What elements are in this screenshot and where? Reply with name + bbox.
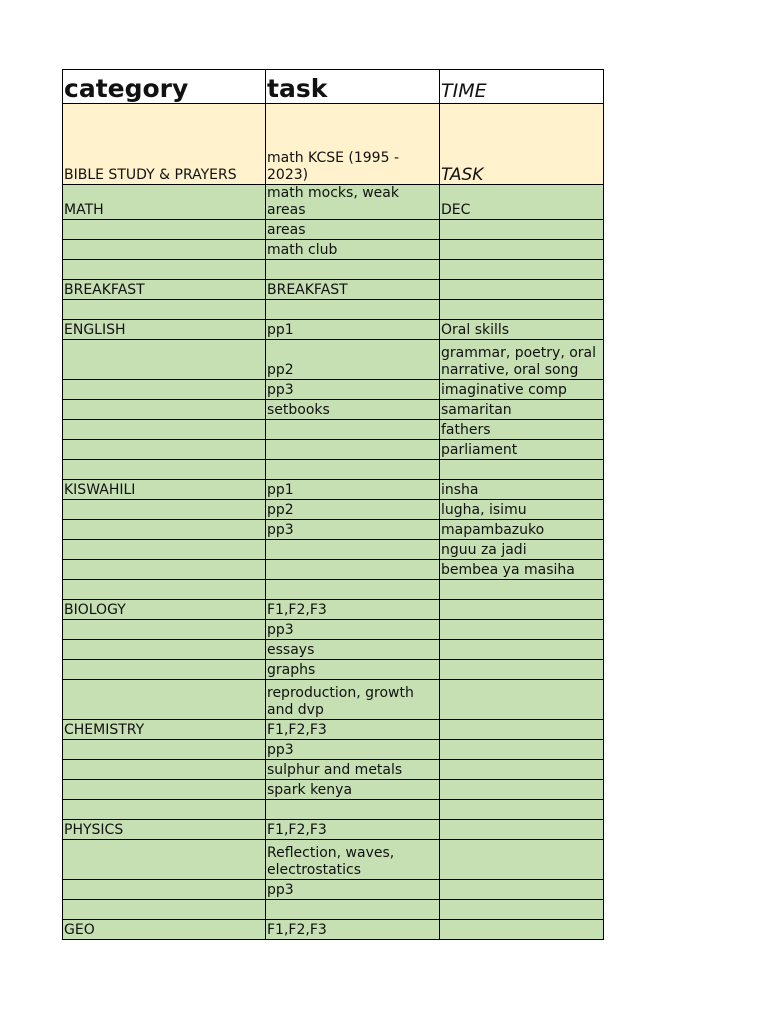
table-row — [63, 800, 604, 820]
cell-task[interactable] — [266, 560, 440, 580]
cell-time[interactable] — [440, 900, 604, 920]
cell-time[interactable] — [440, 460, 604, 480]
table-row — [63, 760, 604, 780]
cell-time[interactable] — [440, 880, 604, 900]
cell-task[interactable]: pp2 — [266, 500, 440, 520]
cell-time[interactable] — [440, 220, 604, 240]
cell-time[interactable] — [440, 600, 604, 620]
table-row — [63, 185, 604, 220]
cell-time[interactable]: fathers — [440, 420, 604, 440]
cell-task[interactable] — [266, 420, 440, 440]
cell-time[interactable]: insha — [440, 480, 604, 500]
cell-category[interactable] — [63, 660, 266, 680]
cell-category[interactable]: MATH — [63, 185, 266, 220]
cell-time[interactable] — [440, 840, 604, 880]
cell-category[interactable] — [63, 780, 266, 800]
cell-task[interactable]: F1,F2,F3 — [266, 920, 440, 940]
cell-task[interactable]: pp2 — [266, 340, 440, 380]
cell-time[interactable]: mapambazuko — [440, 520, 604, 540]
table-row — [63, 260, 604, 280]
cell-task[interactable]: areas — [266, 220, 440, 240]
cell-category[interactable] — [63, 580, 266, 600]
cell-time[interactable] — [440, 760, 604, 780]
cell-task[interactable]: pp3 — [266, 380, 440, 400]
cell-task[interactable] — [266, 260, 440, 280]
table-row — [63, 540, 604, 560]
table-row — [63, 900, 604, 920]
cell-category[interactable] — [63, 460, 266, 480]
table-row — [63, 600, 604, 620]
cell-time[interactable] — [440, 920, 604, 940]
cell-task[interactable]: pp3 — [266, 520, 440, 540]
cell-time[interactable]: lugha, isimu — [440, 500, 604, 520]
cell-category[interactable]: BIOLOGY — [63, 600, 266, 620]
table-row — [63, 440, 604, 460]
cell-task[interactable] — [266, 900, 440, 920]
cell-time[interactable]: grammar, poetry, oral narrative, oral song — [440, 340, 604, 380]
table-row — [63, 720, 604, 740]
cell-task[interactable] — [266, 300, 440, 320]
cell-task[interactable] — [266, 460, 440, 480]
table-row — [63, 920, 604, 940]
cell-task[interactable] — [266, 540, 440, 560]
table-row — [63, 620, 604, 640]
cell-category[interactable] — [63, 440, 266, 460]
cell-category[interactable] — [63, 800, 266, 820]
cell-time[interactable] — [440, 820, 604, 840]
cell-time[interactable]: DEC — [440, 185, 604, 220]
cell-category[interactable] — [63, 420, 266, 440]
table-row — [63, 840, 604, 880]
cell-category[interactable] — [63, 740, 266, 760]
table-row — [63, 780, 604, 800]
header-time[interactable]: TIME — [440, 70, 604, 104]
cell-task[interactable]: sulphur and metals — [266, 760, 440, 780]
cell-time[interactable] — [440, 780, 604, 800]
table-row — [63, 500, 604, 520]
cell-category[interactable] — [63, 380, 266, 400]
cell-category[interactable] — [63, 520, 266, 540]
cell-task[interactable]: pp3 — [266, 880, 440, 900]
cell-time[interactable]: samaritan — [440, 400, 604, 420]
subheader-row — [63, 104, 604, 185]
cell-task[interactable]: Reflection, waves, electrostatics — [266, 840, 440, 880]
cell-category[interactable]: KISWAHILI — [63, 480, 266, 500]
cell-task[interactable]: reproduction, growth and dvp — [266, 680, 440, 720]
subheader-category[interactable]: BIBLE STUDY & PRAYERS — [63, 104, 266, 185]
header-row — [63, 70, 604, 104]
table-row — [63, 520, 604, 540]
cell-task[interactable]: graphs — [266, 660, 440, 680]
cell-time[interactable] — [440, 280, 604, 300]
cell-task[interactable]: setbooks — [266, 400, 440, 420]
table-row — [63, 280, 604, 300]
cell-category[interactable]: PHYSICS — [63, 820, 266, 840]
cell-time[interactable]: bembea ya masiha — [440, 560, 604, 580]
cell-task[interactable]: F1,F2,F3 — [266, 720, 440, 740]
table-row — [63, 740, 604, 760]
cell-task[interactable]: pp3 — [266, 740, 440, 760]
cell-task[interactable]: F1,F2,F3 — [266, 600, 440, 620]
cell-category[interactable] — [63, 560, 266, 580]
cell-time[interactable]: Oral skills — [440, 320, 604, 340]
cell-time[interactable] — [440, 580, 604, 600]
cell-category[interactable] — [63, 840, 266, 880]
table-row — [63, 640, 604, 660]
cell-category[interactable] — [63, 260, 266, 280]
cell-category[interactable] — [63, 640, 266, 660]
table-row — [63, 240, 604, 260]
table-row — [63, 660, 604, 680]
cell-task[interactable]: spark kenya — [266, 780, 440, 800]
cell-time[interactable]: parliament — [440, 440, 604, 460]
cell-time[interactable] — [440, 620, 604, 640]
cell-task[interactable]: F1,F2,F3 — [266, 820, 440, 840]
cell-category[interactable]: ENGLISH — [63, 320, 266, 340]
cell-task[interactable]: essays — [266, 640, 440, 660]
cell-category[interactable]: GEO — [63, 920, 266, 940]
cell-time[interactable]: nguu za jadi — [440, 540, 604, 560]
table-row — [63, 340, 604, 380]
table-row — [63, 300, 604, 320]
table-row — [63, 820, 604, 840]
table-row — [63, 400, 604, 420]
header-category[interactable]: category — [63, 70, 266, 104]
cell-task[interactable]: math mocks, weak areas — [266, 185, 440, 220]
cell-task[interactable] — [266, 800, 440, 820]
cell-time[interactable] — [440, 800, 604, 820]
cell-time[interactable] — [440, 680, 604, 720]
table-row — [63, 680, 604, 720]
table-row — [63, 580, 604, 600]
cell-category[interactable] — [63, 880, 266, 900]
cell-category[interactable]: BREAKFAST — [63, 280, 266, 300]
cell-time[interactable] — [440, 640, 604, 660]
header-task[interactable]: task — [266, 70, 440, 104]
cell-task[interactable]: pp3 — [266, 620, 440, 640]
table-row — [63, 380, 604, 400]
cell-category[interactable] — [63, 540, 266, 560]
cell-category[interactable] — [63, 220, 266, 240]
cell-category[interactable] — [63, 620, 266, 640]
subheader-time[interactable]: TASK — [440, 104, 604, 185]
cell-task[interactable] — [266, 580, 440, 600]
cell-time[interactable] — [440, 260, 604, 280]
table-row — [63, 460, 604, 480]
table-row — [63, 480, 604, 500]
cell-time[interactable] — [440, 720, 604, 740]
cell-category[interactable] — [63, 760, 266, 780]
cell-category[interactable] — [63, 400, 266, 420]
cell-task[interactable]: BREAKFAST — [266, 280, 440, 300]
cell-task[interactable] — [266, 440, 440, 460]
subheader-task[interactable]: math KCSE (1995 - 2023) — [266, 104, 440, 185]
cell-time[interactable] — [440, 300, 604, 320]
cell-time[interactable] — [440, 660, 604, 680]
table-row — [63, 560, 604, 580]
cell-category[interactable] — [63, 500, 266, 520]
table-row — [63, 880, 604, 900]
cell-category[interactable] — [63, 900, 266, 920]
schedule-table — [62, 69, 604, 940]
cell-category[interactable] — [63, 300, 266, 320]
cell-category[interactable] — [63, 240, 266, 260]
cell-time[interactable]: imaginative comp — [440, 380, 604, 400]
cell-category[interactable] — [63, 680, 266, 720]
cell-category[interactable]: CHEMISTRY — [63, 720, 266, 740]
table-row — [63, 420, 604, 440]
schedule-table-body — [63, 70, 604, 940]
table-row — [63, 220, 604, 240]
cell-task[interactable]: math club — [266, 240, 440, 260]
cell-category[interactable] — [63, 340, 266, 380]
cell-task[interactable]: pp1 — [266, 320, 440, 340]
cell-time[interactable] — [440, 740, 604, 760]
table-row — [63, 320, 604, 340]
cell-time[interactable] — [440, 240, 604, 260]
cell-task[interactable]: pp1 — [266, 480, 440, 500]
